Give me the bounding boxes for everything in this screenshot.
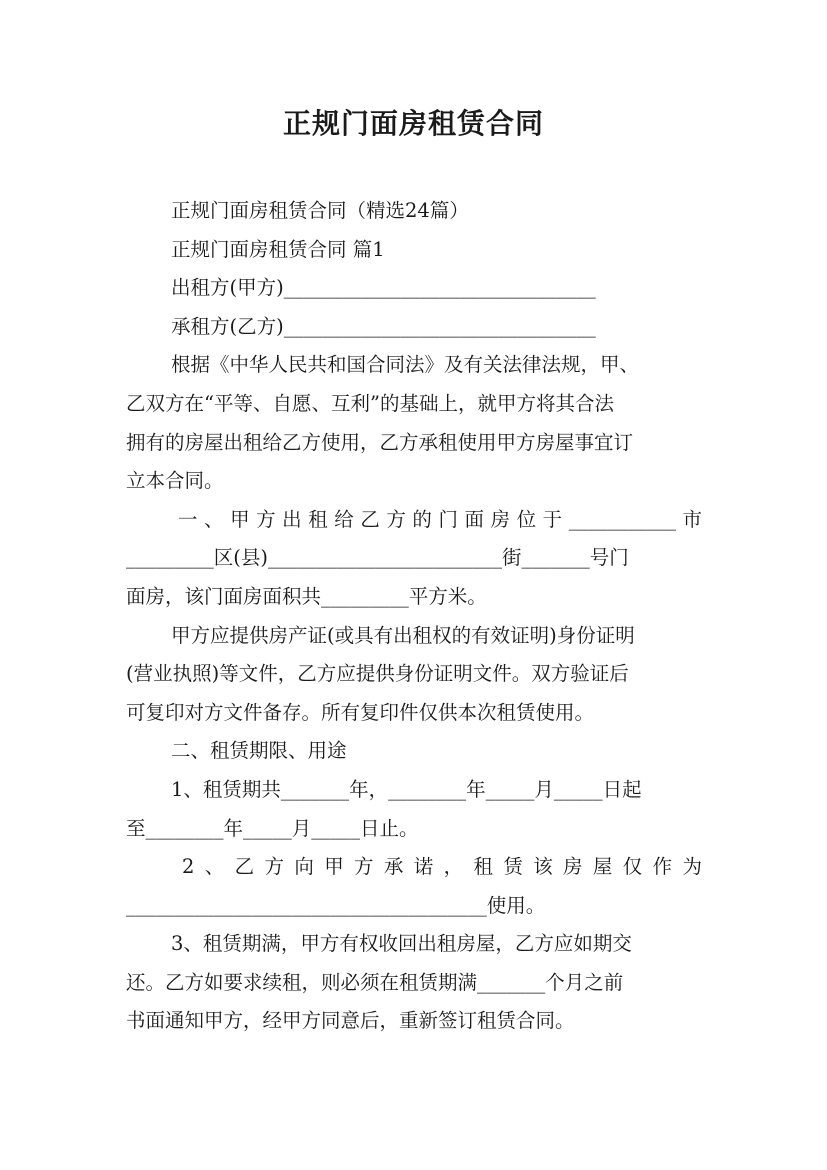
paragraph-line: 3、租赁期满，甲方有权收回出租房屋，乙方应如期交	[171, 932, 632, 956]
paragraph-line: 1、租赁期共_______年，________年_____月_____日起	[171, 777, 642, 801]
paragraph-line: 至________年_____月_____日止。	[126, 816, 419, 840]
paragraph-line: _____________________________________使用。	[126, 893, 546, 917]
paragraph-line: 甲方应提供房产证(或具有出租权的有效证明)身份证明	[171, 623, 635, 647]
paragraph-line: 一、甲方出租给乙方的门面房位于___________市	[178, 507, 702, 531]
paragraph-line: 2、乙方向甲方承诺，租赁该房屋仅作为	[182, 855, 702, 879]
section-heading: 正规门面房租赁合同 篇1	[171, 237, 385, 261]
paragraph-line: 书面通知甲方，经甲方同意后，重新签订租赁合同。	[126, 1009, 575, 1033]
paragraph-line: 根据《中华人民共和国合同法》及有关法律法规，甲、	[171, 353, 640, 377]
lessor-field: 出租方(甲方)________________________________	[171, 276, 596, 300]
document-title: 正规门面房租赁合同	[282, 107, 544, 140]
paragraph-line: 可复印对方文件备存。所有复印件仅供本次租赁使用。	[126, 700, 595, 724]
paragraph-line: _________区(县)________________________街_______号门	[126, 546, 629, 570]
lessee-field: 承租方(乙方)________________________________	[171, 314, 596, 338]
subtitle-line: 正规门面房租赁合同（精选24篇）	[171, 199, 469, 222]
paragraph-line: 拥有的房屋出租给乙方使用，乙方承租使用甲方房屋事宜订	[126, 430, 634, 454]
paragraph-line: 乙双方在“平等、自愿、互利”的基础上，就甲方将其合法	[126, 391, 614, 415]
section-heading: 二、租赁期限、用途	[171, 739, 347, 763]
paragraph-line: 还。乙方如要求续租，则必须在租赁期满_______个月之前	[126, 970, 624, 994]
paragraph-line: 立本合同。	[126, 469, 224, 493]
document-body	[126, 192, 702, 1041]
paragraph-line: 面房，该门面房面积共_________平方米。	[126, 584, 487, 608]
paragraph-line: (营业执照)等文件，乙方应提供身份证明文件。双方验证后	[126, 662, 629, 686]
